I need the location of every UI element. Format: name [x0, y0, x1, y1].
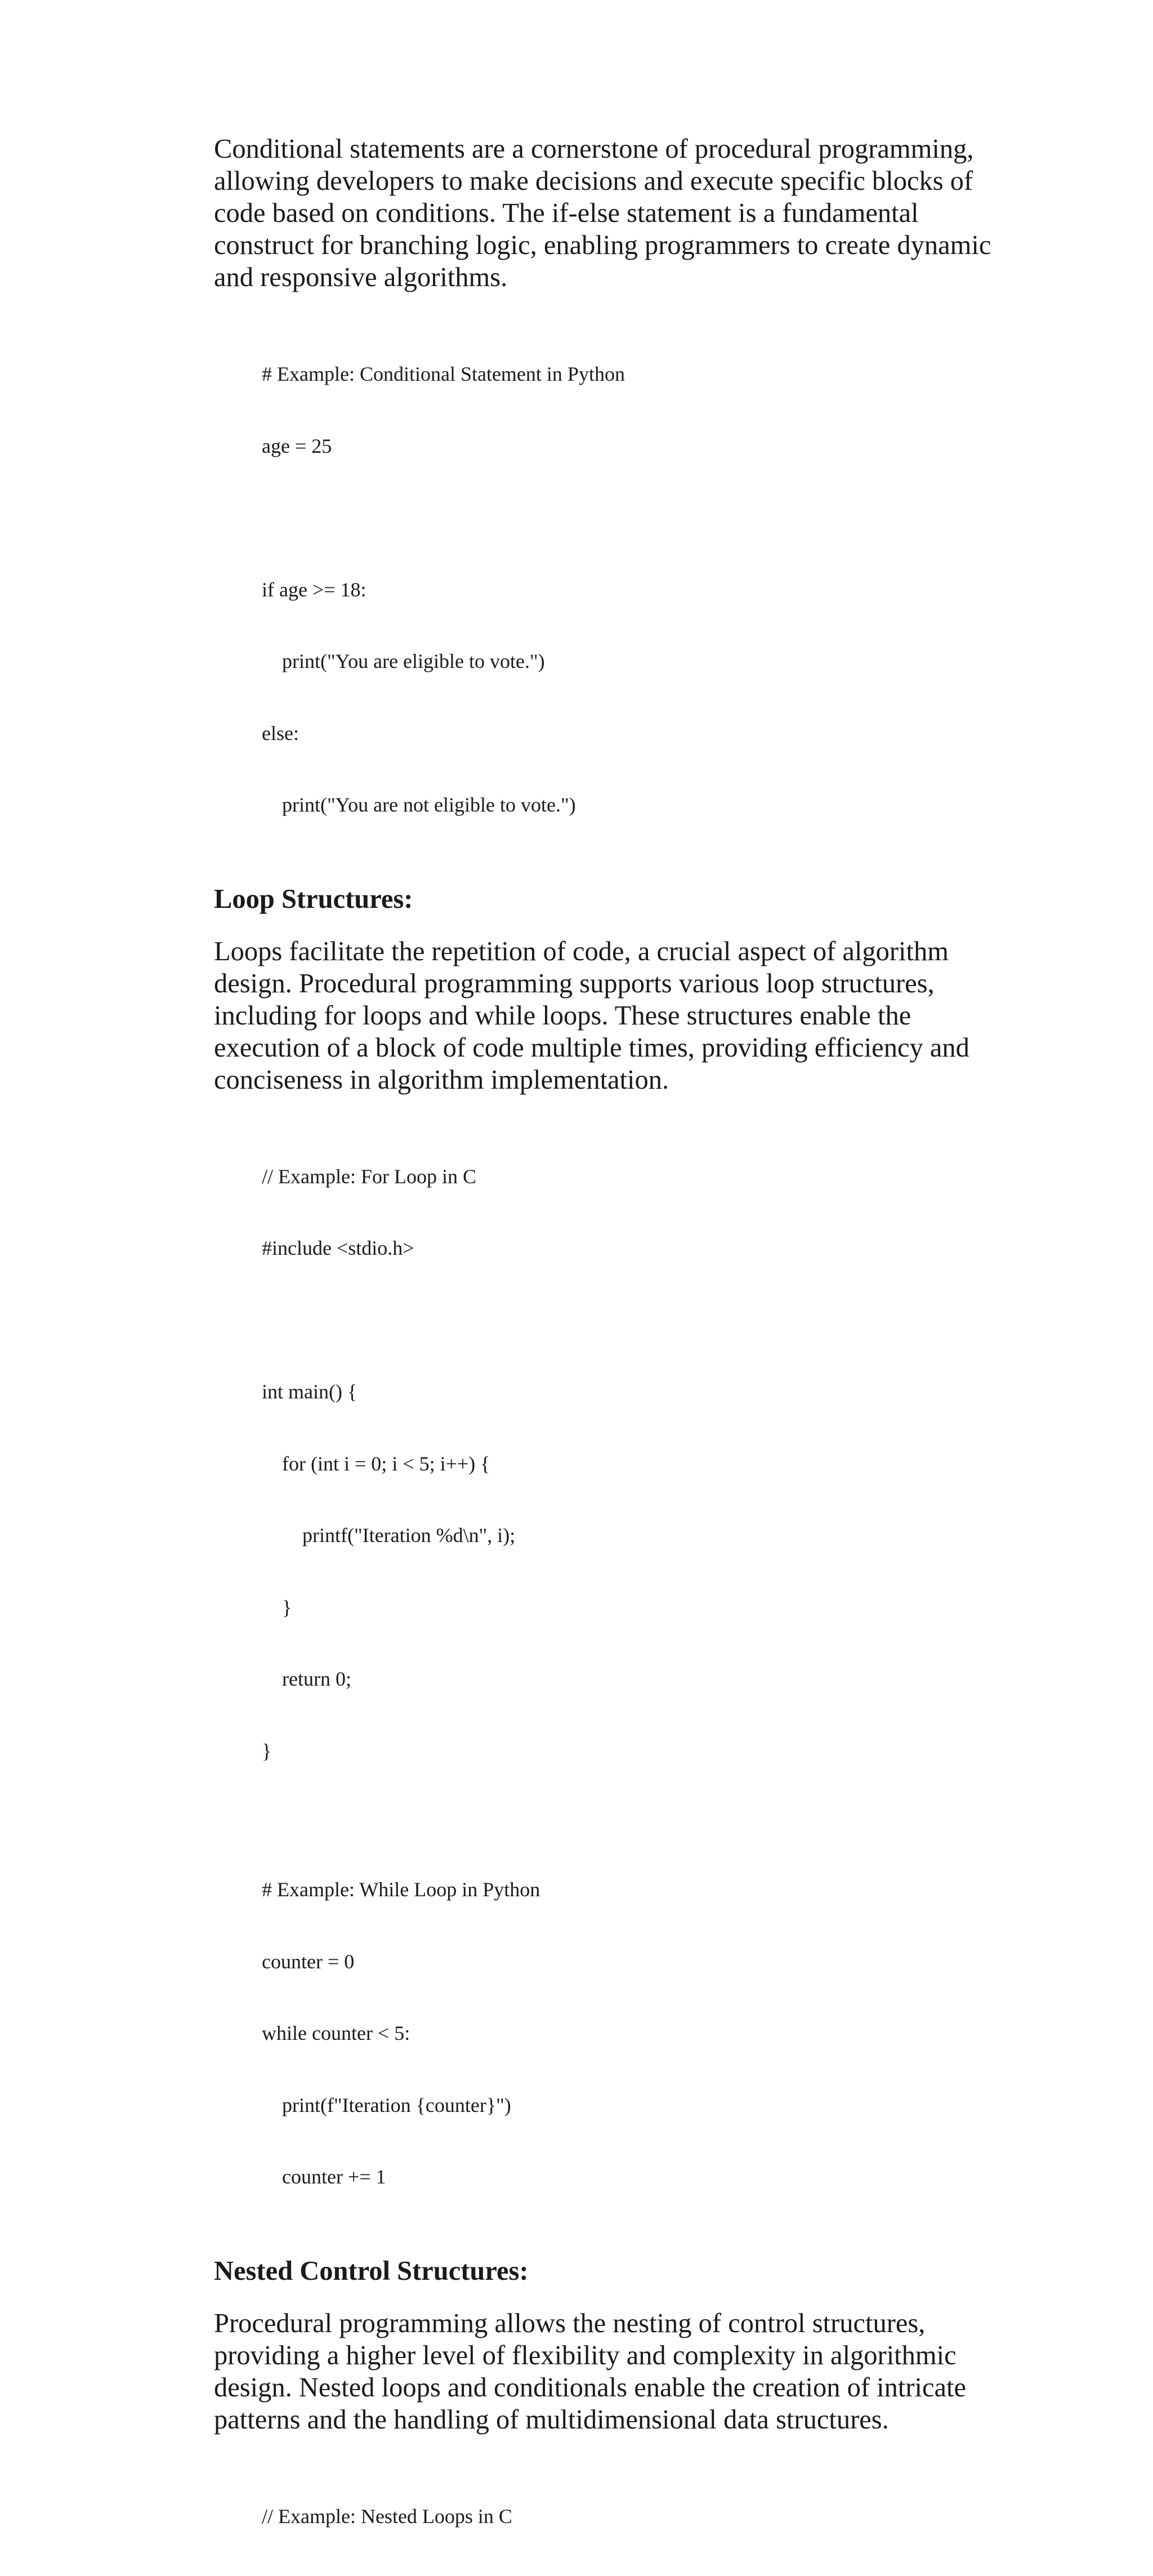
code-line: print("You are not eligible to vote."): [262, 793, 1002, 817]
code-line: [262, 1308, 1002, 1332]
document-page: [214, 133, 1002, 2576]
for-loop-code-block: [262, 1117, 1002, 1811]
code-line: # Example: Conditional Statement in Python: [262, 362, 1002, 386]
code-line: # Example: While Loop in Python: [262, 1878, 1002, 1902]
code-line: counter += 1: [262, 2165, 1002, 2189]
code-line: [262, 506, 1002, 530]
code-line: printf("Iteration %d\n", i);: [262, 1523, 1002, 1548]
code-line: for (int i = 0; i < 5; i++) {: [262, 1452, 1002, 1476]
conditional-paragraph: Conditional statements are a cornerstone of procedural programming, allowing developers to make decisions and execute specific blocks of code based on conditions. The if-else statement is a fundamental construct for branching logic, enabling programmers to create dynamic and responsive algorithms.: [214, 133, 1002, 293]
conditional-code-block: [262, 314, 1002, 865]
code-line: #include <stdio.h>: [262, 1236, 1002, 1260]
nested-loops-code-block: [262, 2457, 1002, 2576]
while-loop-code-block: [262, 1830, 1002, 2237]
nested-control-structures-heading: Nested Control Structures:: [214, 2255, 1002, 2287]
code-line: int main() {: [262, 1380, 1002, 1404]
code-line: // Example: Nested Loops in C: [262, 2504, 1002, 2529]
loop-structures-heading: Loop Structures:: [214, 883, 1002, 915]
code-line: // Example: For Loop in C: [262, 1165, 1002, 1189]
code-line: else:: [262, 721, 1002, 746]
code-line: }: [262, 1739, 1002, 1763]
code-line: while counter < 5:: [262, 2021, 1002, 2045]
code-line: }: [262, 1595, 1002, 1620]
code-line: print("You are eligible to vote."): [262, 649, 1002, 674]
nested-paragraph: Procedural programming allows the nesting of control structures, providing a higher level of flexibility and complexity in algorithmic design. Nested loops and conditionals enable the creation of intricate patterns and the handling of multidimensional data structures.: [214, 2307, 1002, 2436]
code-line: return 0;: [262, 1667, 1002, 1691]
code-line: age = 25: [262, 434, 1002, 458]
code-line: if age >= 18:: [262, 578, 1002, 602]
code-line: print(f"Iteration {counter}"): [262, 2093, 1002, 2118]
loops-paragraph: Loops facilitate the repetition of code, a crucial aspect of algorithm design. Procedural programming supports various loop structures, including for loops and while loops. These structures enable the execution of a block of code multiple times, providing efficiency and conciseness in algorithm implementation.: [214, 935, 1002, 1096]
code-line: counter = 0: [262, 1950, 1002, 1974]
